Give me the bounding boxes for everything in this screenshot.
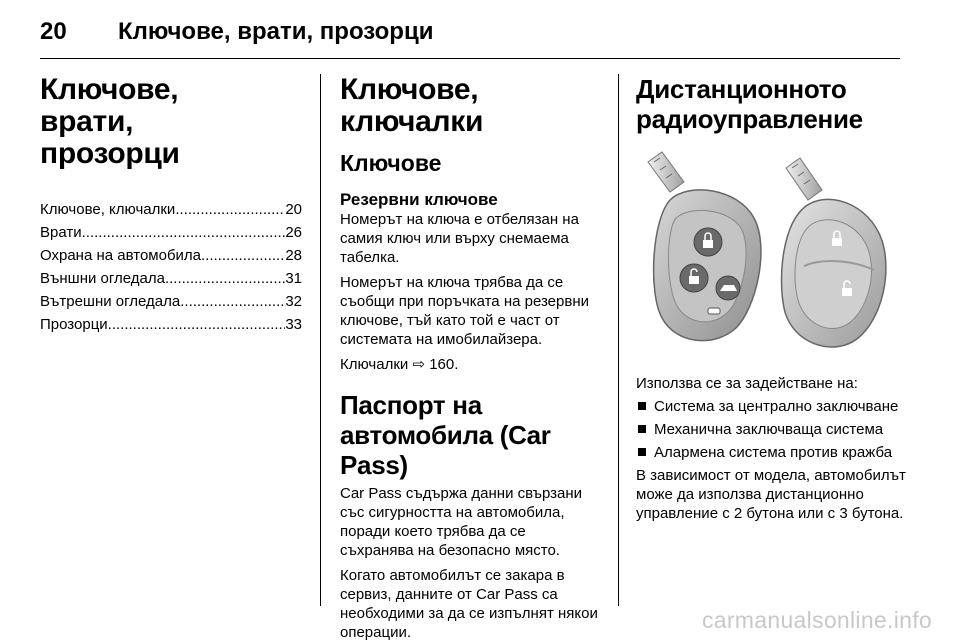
toc-entry[interactable] <box>40 313 302 336</box>
spare-keys-heading: Резервни ключове <box>340 190 498 209</box>
toc-entry-title: Вътрешни огледала <box>40 293 181 310</box>
toc-entry[interactable] <box>40 244 302 267</box>
toc-entry[interactable] <box>40 198 302 221</box>
toc-entry-page: 31 <box>285 270 302 287</box>
toc-entry-page: 26 <box>285 224 302 241</box>
remote-control-column <box>636 74 906 523</box>
chapter-title: Ключове, врати, прозорци <box>40 73 180 170</box>
locks-reference[interactable] <box>340 355 602 374</box>
usage-list-item: Алармена система против кражба <box>636 443 906 462</box>
usage-list <box>636 397 906 462</box>
usage-list-item: Система за централно заключване <box>636 397 906 416</box>
models-paragraph: В зависимост от модела, автомобилът може да използва дистанционно управление с 2 бутона или с 3 бутона. <box>636 467 906 522</box>
remote-control-heading: Дистанционното радиоуправление <box>636 74 863 134</box>
column-divider-2 <box>618 74 619 606</box>
header-rule <box>40 58 900 59</box>
table-of-contents <box>40 198 302 336</box>
toc-entry-page: 33 <box>285 316 302 333</box>
keys-column <box>340 74 602 642</box>
remote-keys-illustration <box>636 148 898 358</box>
toc-entry-title: Прозорци <box>40 316 108 333</box>
toc-entry[interactable] <box>40 267 302 290</box>
usage-list-item: Механична заключваща система <box>636 420 906 439</box>
toc-entry[interactable] <box>40 221 302 244</box>
car-pass-paragraph-1: Car Pass съдържа данни свързани със сигурността на автомобила, поради което трябва да се съхранява на безопасно място. <box>340 485 583 559</box>
spare-keys-paragraph-2: Номерът на ключа трябва да се съобщи при поръчката на резервни ключове, тъй като той е част от системата на имобилайзера. <box>340 274 589 348</box>
usage-intro: Използва се за задействане на: <box>636 375 858 392</box>
contents-column <box>40 74 302 336</box>
car-pass-heading: Паспорт на автомобила (Car Pass) <box>340 390 551 480</box>
toc-entry-page: 28 <box>285 247 302 264</box>
toc-entry-title: Охрана на автомобила <box>40 247 202 264</box>
toc-entry-title: Врати <box>40 224 82 241</box>
toc-entry-title: Външни огледала <box>40 270 165 287</box>
toc-entry[interactable] <box>40 290 302 313</box>
page-header <box>40 16 920 56</box>
watermark: carmanualsonline.info <box>701 607 932 633</box>
toc-leader <box>82 221 286 244</box>
page-number: 20 <box>40 18 67 45</box>
column-divider-1 <box>320 74 321 606</box>
page-reference-arrow-icon: ⇨ <box>412 356 426 373</box>
section-title: Ключове, ключалки <box>340 73 484 138</box>
toc-leader <box>201 244 285 267</box>
toc-leader <box>180 290 285 313</box>
car-pass-paragraph-2: Когато автомобилът се закара в сервиз, данните от Car Pass са необходими за да се изпълнят някои операции. <box>340 567 598 641</box>
toc-leader <box>108 313 286 336</box>
toc-leader <box>175 198 285 221</box>
toc-leader <box>165 267 285 290</box>
toc-entry-title: Ключове, ключалки <box>40 201 176 218</box>
toc-entry-page: 20 <box>285 201 302 218</box>
subsection-title: Ключове <box>340 150 442 176</box>
toc-entry-page: 32 <box>285 293 302 310</box>
running-title: Ключове, врати, прозорци <box>118 18 434 45</box>
locks-reference-text: Ключалки <box>340 356 409 373</box>
spare-keys-paragraph-1: Номерът на ключа е отбелязан на самия ключ или върху снемаема табелка. <box>340 211 579 266</box>
locks-reference-page: 160. <box>429 356 459 373</box>
